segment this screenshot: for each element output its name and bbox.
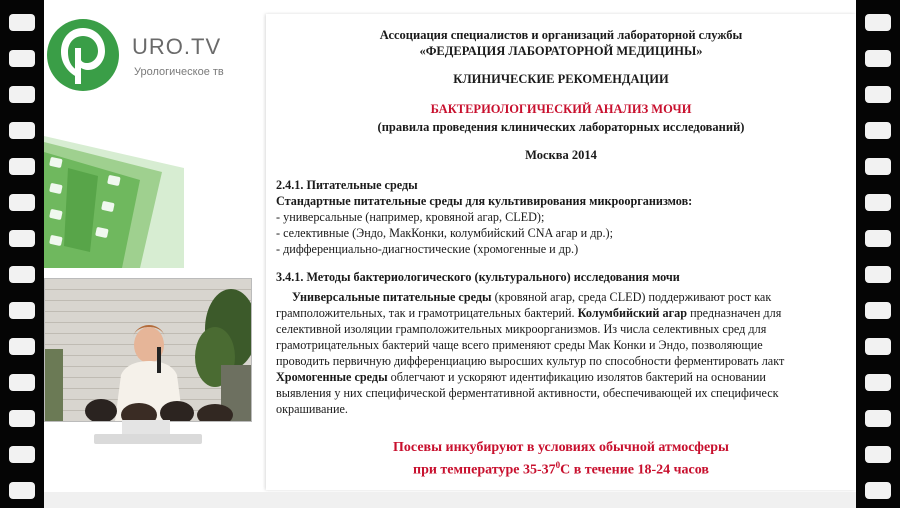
section1-item: - селективные (Эндо, МакКонки, колумбийский CNA агар и др.); bbox=[276, 226, 613, 240]
video-frame bbox=[44, 0, 856, 508]
brand-subtitle: Урологическое тв bbox=[134, 66, 224, 78]
film-hole bbox=[9, 482, 35, 499]
film-hole bbox=[9, 158, 35, 175]
film-hole bbox=[9, 14, 35, 31]
bottom-band bbox=[44, 492, 856, 508]
section2-line: окрашивание. bbox=[276, 402, 348, 416]
film-hole bbox=[865, 302, 891, 319]
film-hole bbox=[9, 446, 35, 463]
film-hole bbox=[865, 86, 891, 103]
presentation-slide bbox=[266, 14, 856, 490]
film-hole bbox=[9, 266, 35, 283]
section2-line: грамположительных, так и грамотрицательных бактерий. Колумбийский агар предназначен для bbox=[276, 306, 782, 320]
section2-heading: 3.4.1. Методы бактериологического (культурального) исследования мочи bbox=[276, 270, 680, 284]
monitor-base bbox=[94, 434, 202, 444]
film-hole bbox=[9, 50, 35, 67]
slide-federation: «ФЕДЕРАЦИЯ ЛАБОРАТОРНОЙ МЕДИЦИНЫ» bbox=[419, 44, 703, 58]
film-hole bbox=[865, 158, 891, 175]
film-hole bbox=[865, 14, 891, 31]
section2-line: выявления у них специфической ферментативной активности, обеспечивающей их специфическ bbox=[276, 386, 779, 400]
film-strip-left bbox=[0, 0, 44, 508]
section2-line: селективной изоляции грамположительных микроорганизмов. Из числа селективных сред для bbox=[276, 322, 767, 336]
slide-doc-type: КЛИНИЧЕСКИЕ РЕКОМЕНДАЦИИ bbox=[453, 72, 669, 86]
film-hole bbox=[9, 302, 35, 319]
film-hole bbox=[9, 122, 35, 139]
film-strip-right bbox=[856, 0, 900, 508]
film-hole bbox=[9, 410, 35, 427]
section1-lead: Стандартные питательные среды для культивирования микроорганизмов: bbox=[276, 194, 693, 208]
section1-item: - дифференциально-диагностические (хромогенные и др.) bbox=[276, 242, 579, 256]
film-reel-decoration-icon bbox=[44, 128, 184, 268]
film-hole bbox=[9, 374, 35, 391]
section2-line: Универсальные питательные среды (кровяной агар, среда CLED) поддерживают рост как bbox=[292, 290, 772, 304]
slide-city-year: Москва 2014 bbox=[525, 148, 597, 162]
film-hole bbox=[865, 50, 891, 67]
slide-subtitle: (правила проведения клинических лабораторных исследований) bbox=[377, 120, 745, 134]
incubation-note-line1: Посевы инкубируют в условиях обычной атмосферы bbox=[393, 440, 729, 455]
slide-association: Ассоциация специалистов и организаций лабораторной службы bbox=[379, 28, 743, 42]
film-hole bbox=[865, 338, 891, 355]
speaker-video bbox=[44, 278, 252, 422]
speaker-scene-icon bbox=[45, 279, 251, 421]
brand-name: URO.TV bbox=[132, 34, 222, 59]
film-hole bbox=[865, 266, 891, 283]
film-hole bbox=[865, 230, 891, 247]
film-hole bbox=[865, 482, 891, 499]
uro-tv-logo-icon bbox=[46, 18, 120, 92]
film-hole bbox=[865, 122, 891, 139]
monitor-stand bbox=[122, 420, 170, 434]
film-hole bbox=[865, 446, 891, 463]
section1-heading: 2.4.1. Питательные среды bbox=[276, 178, 418, 192]
film-hole bbox=[865, 194, 891, 211]
film-hole bbox=[865, 410, 891, 427]
film-hole bbox=[9, 86, 35, 103]
section2-line: грамотрицательных бактерий чаще всего применяют среды Мак Конки и Эндо, позволяющие bbox=[276, 338, 763, 352]
slide-title: БАКТЕРИОЛОГИЧЕСКИЙ АНАЛИЗ МОЧИ bbox=[430, 102, 692, 116]
film-hole bbox=[9, 230, 35, 247]
section1-item: - универсальные (например, кровяной агар, CLED); bbox=[276, 210, 545, 224]
speaker-video-monitor bbox=[44, 270, 260, 466]
section2-line: Хромогенные среды облегчают и ускоряют идентификацию изолятов бактерий на основании bbox=[276, 370, 766, 384]
film-hole bbox=[9, 338, 35, 355]
film-hole bbox=[865, 374, 891, 391]
section2-line: проводить первичную дифференциацию выросших культур по способности ферментировать лакт bbox=[276, 354, 785, 368]
incubation-note-line2: при температуре $35-37^0С$ в течение 18-24 часов bbox=[413, 460, 709, 478]
film-hole bbox=[9, 194, 35, 211]
